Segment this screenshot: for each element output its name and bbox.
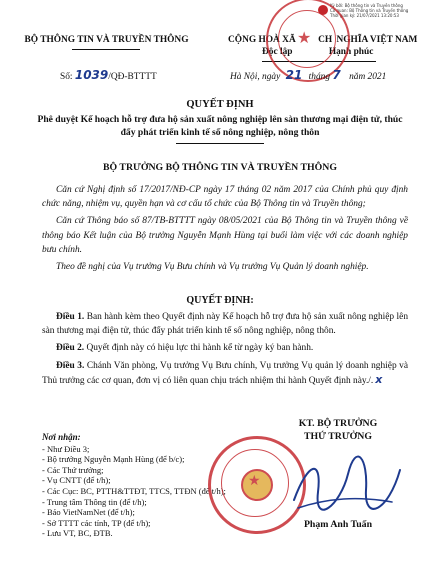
recipient-item: - Bộ trưởng Nguyễn Mạnh Hùng (để b/c); (42, 454, 185, 465)
preamble (42, 183, 408, 277)
signer-title-1: KT. BỘ TRƯỞNG (298, 418, 378, 429)
document-number-suffix: /QĐ-BTTTT (108, 72, 157, 82)
ministry-name: BỘ THÔNG TIN VÀ TRUYỀN THÔNG (24, 35, 189, 45)
recipient-item: - Sở TTTT các tỉnh, TP (để t/h); (42, 517, 151, 528)
country-name-mid: CH (318, 35, 333, 45)
decides-heading: QUYẾT ĐỊNH: (186, 295, 254, 306)
document-number-handwritten: 1039 (74, 68, 109, 82)
recipient-item: - Báo VietNamNet (để t/h); (42, 507, 135, 518)
stamp-star-icon: ★ (248, 473, 261, 489)
decision-subject: Phê duyệt Kế hoạch hỗ trợ đưa hộ sản xuất nông nghiệp lên sàn thương mại điện tử, thúc đẩy phát triển kinh tế số nông nghiệp, nông thôn (37, 114, 403, 138)
recipients-heading: Nơi nhận: (42, 432, 81, 442)
article-1 (42, 310, 408, 338)
preamble-item: Căn cứ Nghị định số 17/2017/NĐ-CP ngày 17 tháng 02 năm 2017 của Chính phủ quy định chức năng, nhiệm vụ, quyền hạn và cơ cấu tổ chức của Bộ Thông tin và Truyền thông; (42, 185, 408, 210)
stamp-star-icon: ★ (297, 28, 312, 47)
digital-signature-line1: Ký bởi: Bộ thông tin và Truyền thông (330, 3, 403, 8)
digital-signature-line2: Cơ quan: Bộ Thông tin và Truyền thông (330, 8, 409, 13)
digital-signature-line3: Thời gian ký: 21/07/2021 13:20:53 (330, 13, 399, 18)
place-date-prefix: Hà Nội, ngày (230, 72, 281, 82)
document-number-prefix: Số: (60, 72, 73, 82)
document-number (60, 68, 157, 82)
country-name-left: CỘNG HOÀ XÃ (228, 35, 296, 45)
recipient-item: - Như Điều 3; (42, 443, 90, 454)
recipient-item: - Các Cục: BC, PTTH&TTĐT, TTCS, TTĐN (để t/h); (42, 485, 226, 496)
country-name-right: NGHĨA VIỆT NAM (336, 35, 418, 45)
preamble-item: Theo đề nghị của Vụ trưởng Vụ Bưu chính và Vụ trưởng Vụ Quản lý doanh nghiệp. (56, 262, 369, 273)
preamble-item: Căn cứ Thông báo số 87/TB-BTTTT ngày 08/05/2021 của Bộ Thông tin và Truyền thông về thông báo Kết luận của Bộ trưởng Nguyễn Mạnh Hùng tại buổi làm việc với các doanh nghiệp bưu chính. (42, 216, 408, 255)
article-text: Chánh Văn phòng, Vụ trưởng Vụ Bưu chính, Vụ trưởng Vụ quản lý doanh nghiệp và Thủ trưởng các cơ quan, đơn vị có liên quan chịu trách nhiệm thi hành Quyết định này./. (42, 360, 409, 386)
month-word: tháng (308, 72, 331, 82)
year-text: năm 2021 (349, 72, 387, 82)
article-label: Điều 3. (56, 360, 85, 371)
recipient-item: - Lưu VT, BC, ĐTB. (42, 528, 113, 539)
recipient-item: - Trung tâm Thông tin (để t/h); (42, 496, 147, 507)
recipient-item: - Các Thứ trưởng; (42, 464, 104, 475)
month-handwritten: 7 (332, 68, 341, 82)
article-3 (42, 359, 408, 388)
signer-name: Phạm Anh Tuấn (303, 519, 373, 530)
subject-underline (176, 143, 264, 144)
place-date (230, 68, 386, 82)
signer-title-2: THỨ TRƯỞNG (304, 431, 372, 442)
issuer: BỘ TRƯỞNG BỘ THÔNG TIN VÀ TRUYỀN THÔNG (103, 162, 337, 173)
article-text: Quyết định này có hiệu lực thi hành kể từ ngày ký ban hành. (86, 343, 314, 354)
article-2 (42, 341, 408, 355)
motto-left: Độc lập (262, 47, 293, 57)
decision-title: QUYẾT ĐỊNH (186, 99, 254, 110)
ministry-underline (72, 49, 140, 50)
day-handwritten: 21 (285, 68, 303, 82)
article-label: Điều 1. (56, 312, 85, 322)
articles (42, 310, 408, 391)
motto-right: Hạnh phúc (328, 47, 374, 57)
article-3-handwritten-mark: x (375, 372, 383, 386)
article-text: Ban hành kèm theo Quyết định này Kế hoạch hỗ trợ đưa hộ sản xuất nông nghiệp lên sàn thương mại điện tử, thúc đẩy phát triển kinh tế số nông nghiệp, nông thôn. (42, 312, 409, 337)
article-label: Điều 2. (56, 343, 85, 354)
handwritten-signature (288, 452, 408, 516)
recipient-item: - Vụ CNTT (để t/h); (42, 475, 111, 486)
